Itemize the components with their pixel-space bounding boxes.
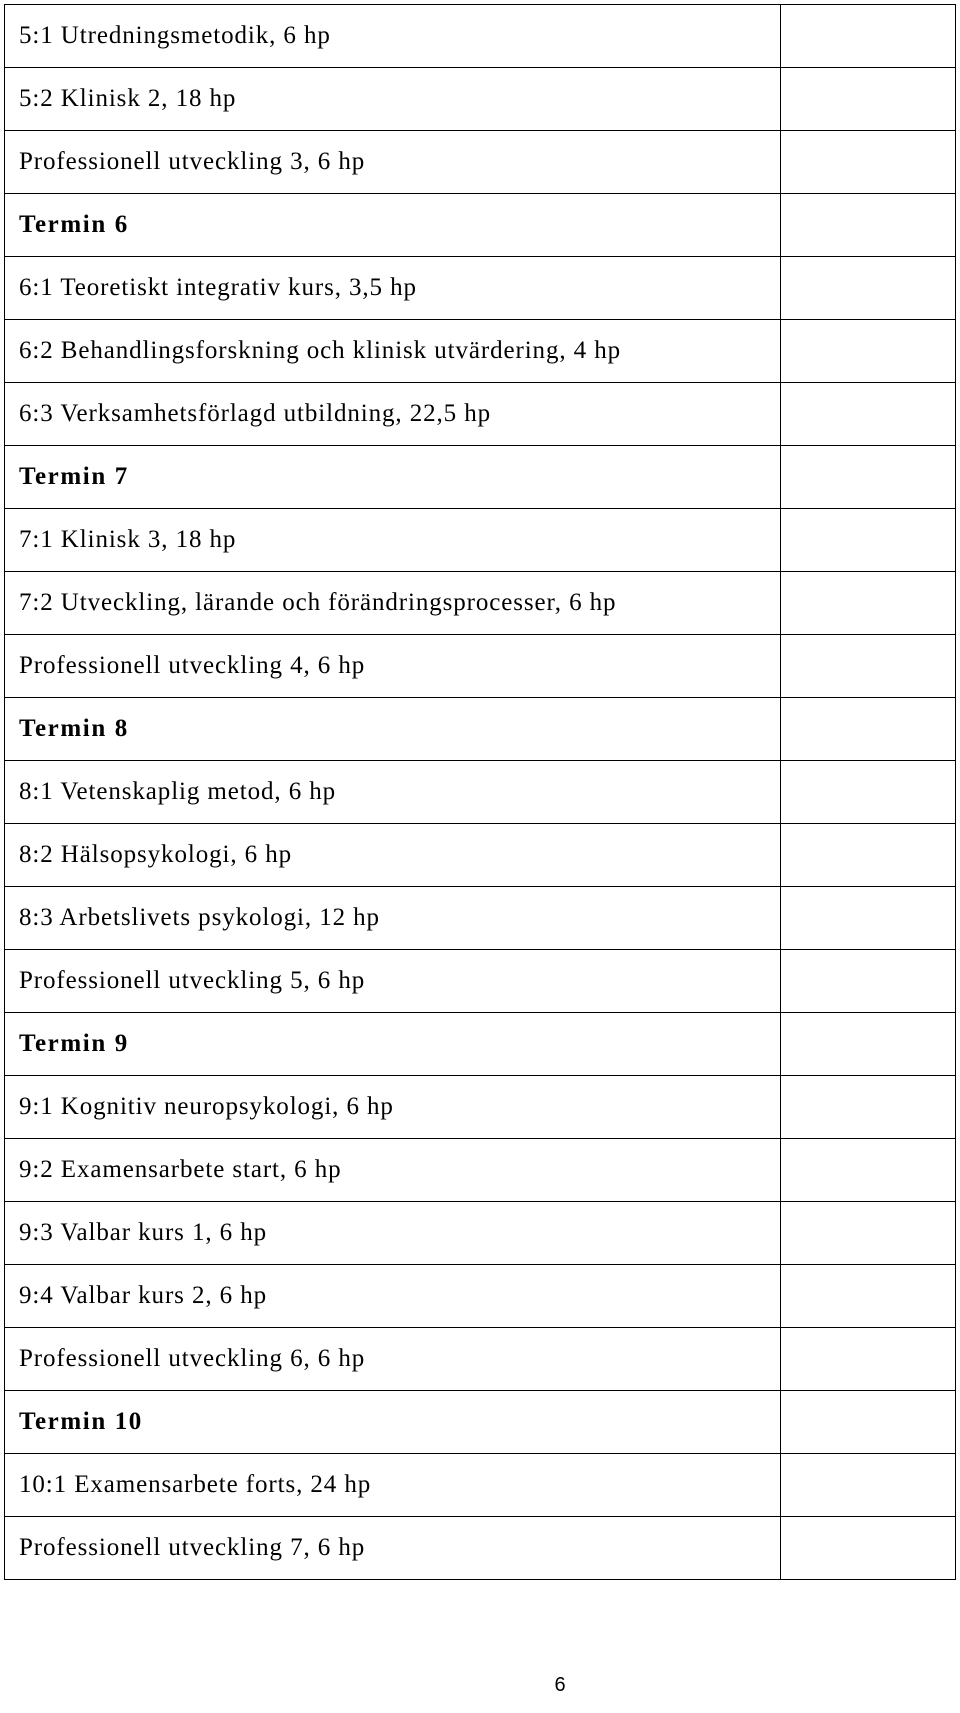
course-name: 9:2 Examensarbete start, 6 hp	[5, 1139, 781, 1202]
course-name: 5:2 Klinisk 2, 18 hp	[5, 68, 781, 131]
empty-cell	[781, 950, 956, 1013]
course-row	[5, 320, 956, 383]
empty-cell	[781, 635, 956, 698]
term-heading-row	[5, 1013, 956, 1076]
term-heading-row	[5, 194, 956, 257]
course-name: 10:1 Examensarbete forts, 24 hp	[5, 1454, 781, 1517]
empty-cell	[781, 1265, 956, 1328]
empty-cell	[781, 320, 956, 383]
term-heading: Termin 10	[5, 1391, 781, 1454]
course-row	[5, 761, 956, 824]
course-name: 9:3 Valbar kurs 1, 6 hp	[5, 1202, 781, 1265]
course-name: 5:1 Utredningsmetodik, 6 hp	[5, 5, 781, 68]
course-name: 9:4 Valbar kurs 2, 6 hp	[5, 1265, 781, 1328]
course-name: Professionell utveckling 5, 6 hp	[5, 950, 781, 1013]
course-row	[5, 257, 956, 320]
course-row	[5, 1454, 956, 1517]
course-row	[5, 1076, 956, 1139]
page-number: 6	[554, 1674, 566, 1696]
term-heading-row	[5, 698, 956, 761]
empty-cell	[781, 383, 956, 446]
empty-cell	[781, 1013, 956, 1076]
term-heading-row	[5, 446, 956, 509]
empty-cell	[781, 887, 956, 950]
course-table	[4, 4, 956, 1580]
course-row	[5, 5, 956, 68]
empty-cell	[781, 1139, 956, 1202]
empty-cell	[781, 5, 956, 68]
course-name: 6:1 Teoretiskt integrativ kurs, 3,5 hp	[5, 257, 781, 320]
course-name: 6:3 Verksamhetsförlagd utbildning, 22,5 hp	[5, 383, 781, 446]
empty-cell	[781, 761, 956, 824]
empty-cell	[781, 824, 956, 887]
term-heading: Termin 8	[5, 698, 781, 761]
empty-cell	[781, 1202, 956, 1265]
course-row	[5, 383, 956, 446]
course-name: 9:1 Kognitiv neuropsykologi, 6 hp	[5, 1076, 781, 1139]
course-name: Professionell utveckling 7, 6 hp	[5, 1517, 781, 1580]
empty-cell	[781, 68, 956, 131]
empty-cell	[781, 257, 956, 320]
course-name: 8:3 Arbetslivets psykologi, 12 hp	[5, 887, 781, 950]
empty-cell	[781, 1391, 956, 1454]
course-name: Professionell utveckling 3, 6 hp	[5, 131, 781, 194]
course-name: 8:1 Vetenskaplig metod, 6 hp	[5, 761, 781, 824]
empty-cell	[781, 1517, 956, 1580]
course-row	[5, 131, 956, 194]
empty-cell	[781, 1328, 956, 1391]
course-row	[5, 824, 956, 887]
course-name: 7:2 Utveckling, lärande och förändringsprocesser, 6 hp	[5, 572, 781, 635]
empty-cell	[781, 698, 956, 761]
course-name: 7:1 Klinisk 3, 18 hp	[5, 509, 781, 572]
course-name: 6:2 Behandlingsforskning och klinisk utvärdering, 4 hp	[5, 320, 781, 383]
course-row	[5, 950, 956, 1013]
term-heading: Termin 6	[5, 194, 781, 257]
course-name: Professionell utveckling 6, 6 hp	[5, 1328, 781, 1391]
course-row	[5, 1517, 956, 1580]
empty-cell	[781, 1454, 956, 1517]
course-name: Professionell utveckling 4, 6 hp	[5, 635, 781, 698]
course-row	[5, 1139, 956, 1202]
empty-cell	[781, 509, 956, 572]
course-row	[5, 1328, 956, 1391]
course-row	[5, 1202, 956, 1265]
course-row	[5, 68, 956, 131]
course-row	[5, 635, 956, 698]
empty-cell	[781, 131, 956, 194]
term-heading-row	[5, 1391, 956, 1454]
empty-cell	[781, 572, 956, 635]
empty-cell	[781, 446, 956, 509]
course-table-body	[5, 5, 956, 1580]
term-heading: Termin 7	[5, 446, 781, 509]
course-name: 8:2 Hälsopsykologi, 6 hp	[5, 824, 781, 887]
course-row	[5, 887, 956, 950]
empty-cell	[781, 194, 956, 257]
course-row	[5, 572, 956, 635]
term-heading: Termin 9	[5, 1013, 781, 1076]
empty-cell	[781, 1076, 956, 1139]
course-row	[5, 509, 956, 572]
course-row	[5, 1265, 956, 1328]
